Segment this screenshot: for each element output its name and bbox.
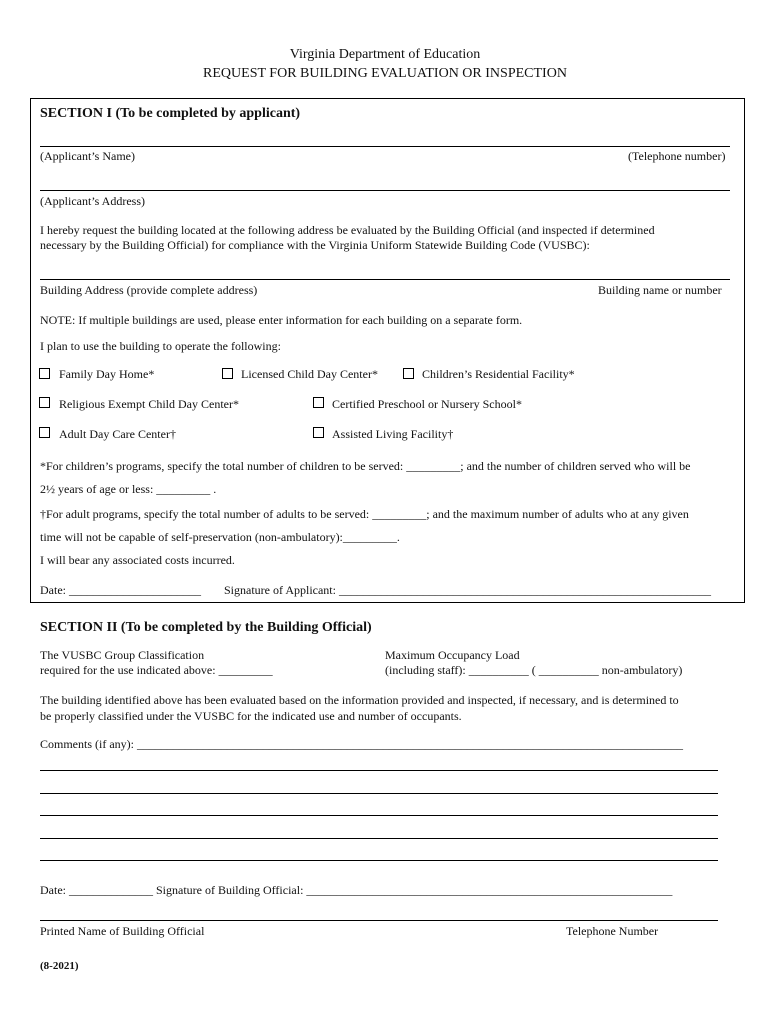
printed-name-field[interactable] — [40, 920, 718, 921]
assisted-living-label: Assisted Living Facility† — [332, 427, 454, 441]
applicant-date-field[interactable]: Date: ______________________ — [40, 583, 201, 597]
applicant-address-field[interactable] — [40, 190, 730, 191]
section-1-heading: SECTION I (To be completed by applicant) — [40, 106, 301, 121]
plan-text: I plan to use the building to operate the following: — [40, 339, 281, 353]
applicant-signature-field[interactable]: Signature of Applicant: ______________________________________________________________ — [224, 583, 711, 597]
classification-text-1: The VUSBC Group Classification — [40, 648, 205, 662]
certified-preschool-label: Certified Preschool or Nursery School* — [332, 397, 522, 411]
comments-line[interactable] — [40, 860, 718, 861]
adult-day-care-label: Adult Day Care Center† — [59, 427, 176, 441]
children-programs-text-2: 2½ years of age or less: _________ . — [40, 482, 217, 496]
childrens-residential-facility-label: Children’s Residential Facility* — [422, 367, 575, 381]
agency-name: Virginia Department of Education — [289, 47, 481, 62]
official-date-signature-field[interactable]: Date: ______________ Signature of Building Official: _____________________________________________________________ — [40, 883, 673, 897]
applicant-name-label: (Applicant’s Name) — [40, 149, 135, 163]
classification-field[interactable]: required for the use indicated above: _________ — [40, 663, 273, 677]
printed-name-label: Printed Name of Building Official — [40, 924, 205, 938]
evaluation-text-2: be properly classified under the VUSBC for the indicated use and number of occupants. — [40, 709, 462, 723]
applicant-address-label: (Applicant’s Address) — [40, 194, 145, 208]
comments-line[interactable] — [40, 770, 718, 771]
building-name-label: Building name or number — [598, 283, 722, 297]
religious-exempt-checkbox[interactable] — [39, 397, 50, 408]
adult-programs-text-2: time will not be capable of self-preservation (non-ambulatory):_________. — [40, 530, 400, 544]
religious-exempt-label: Religious Exempt Child Day Center* — [59, 397, 239, 411]
request-text-line-2: necessary by the Building Official) for compliance with the Virginia Uniform Statewide Building Code (VUSBC): — [40, 238, 590, 252]
official-telephone-label: Telephone Number — [566, 924, 659, 938]
multiple-buildings-note: NOTE: If multiple buildings are used, please enter information for each building on a separate form. — [40, 313, 523, 327]
evaluation-text-1: The building identified above has been evaluated based on the information provided and inspected, if necessary, and is determined to — [40, 693, 679, 707]
children-programs-text-1: *For children’s programs, specify the total number of children to be served: _________; and the number of children served who will be — [40, 459, 691, 473]
assisted-living-checkbox[interactable] — [313, 427, 324, 438]
comments-line[interactable] — [40, 815, 718, 816]
adult-programs-text-1: †For adult programs, specify the total number of adults to be served: _________; and the maximum number of adults who at any given — [40, 507, 689, 521]
licensed-child-day-center-checkbox[interactable] — [222, 368, 233, 379]
applicant-name-field[interactable] — [40, 146, 730, 147]
comments-line[interactable] — [40, 793, 718, 794]
family-day-home-label: Family Day Home* — [59, 367, 155, 381]
building-address-label: Building Address (provide complete address) — [40, 283, 258, 297]
licensed-child-day-center-label: Licensed Child Day Center* — [241, 367, 378, 381]
occupancy-text-1: Maximum Occupancy Load — [385, 648, 520, 662]
telephone-label: (Telephone number) — [628, 149, 726, 163]
family-day-home-checkbox[interactable] — [39, 368, 50, 379]
certified-preschool-checkbox[interactable] — [313, 397, 324, 408]
adult-day-care-checkbox[interactable] — [39, 427, 50, 438]
section-2-heading: SECTION II (To be completed by the Building Official) — [40, 620, 372, 635]
revision-date: (8-2021) — [40, 960, 79, 972]
comments-line[interactable] — [40, 838, 718, 839]
form-title: REQUEST FOR BUILDING EVALUATION OR INSPECTION — [203, 66, 567, 81]
building-address-field[interactable] — [40, 279, 730, 280]
comments-field[interactable]: Comments (if any): ___________________________________________________________________________________________ — [40, 737, 683, 751]
costs-text: I will bear any associated costs incurred. — [40, 553, 235, 567]
occupancy-field[interactable]: (including staff): __________ ( __________ non-ambulatory) — [385, 663, 683, 677]
childrens-residential-facility-checkbox[interactable] — [403, 368, 414, 379]
request-text-line-1: I hereby request the building located at the following address be evaluated by the Building Official (and inspected if determined — [40, 223, 655, 237]
